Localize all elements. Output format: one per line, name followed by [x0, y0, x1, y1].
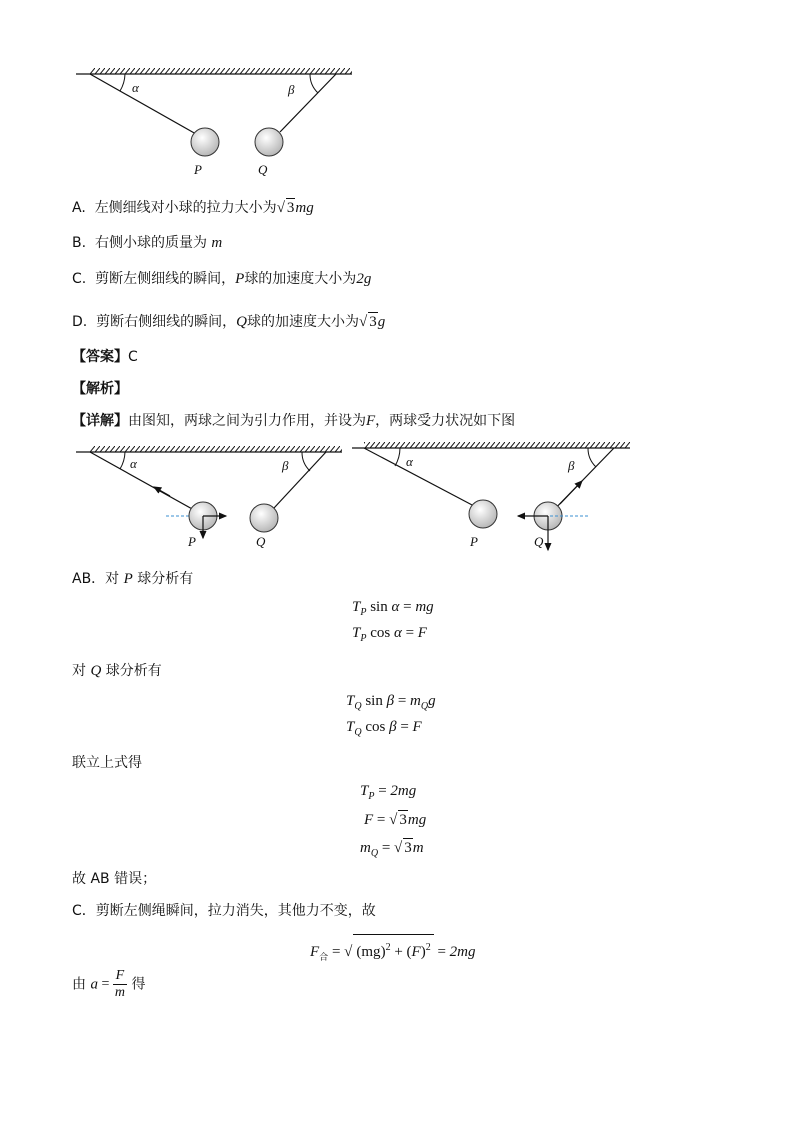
beta-label-3: β — [568, 458, 575, 473]
conclusion-ab: 故 AB 错误； — [72, 871, 157, 887]
eq-f-result: F = √ 3mg — [364, 812, 427, 828]
problem-figure — [70, 62, 370, 182]
option-d: D. 剪断右侧细线的瞬间，Q球的加速度大小为√ 3g — [72, 314, 386, 330]
eq-tp-sin: $T_P$ sin α = mg — [352, 599, 434, 618]
eq-tp-cos: $T_P$ cos α = F — [352, 625, 427, 644]
alpha-label-3: α — [406, 454, 413, 469]
left-string — [90, 74, 196, 134]
alpha-arc — [120, 74, 125, 91]
label-q: Q — [258, 162, 268, 177]
label-p: P — [194, 162, 202, 177]
option-b: B. 右侧小球的质量为 m — [72, 235, 223, 251]
a-definition: 由 a = $\frac{F}{m}$ 得 — [72, 968, 146, 1000]
combine-line: 联立上式得 — [72, 755, 142, 771]
beta-label: β — [288, 82, 295, 97]
analysis-heading: 【解析】 — [72, 381, 128, 397]
tension-q-arrow — [560, 481, 582, 504]
c-heading: C．剪断左侧绳瞬间，拉力消失，其他力不变，故 — [72, 903, 376, 919]
eq-tq-sin: $T_Q$ $\sin \beta = m_Qg$ — [346, 693, 436, 712]
eq-mq-result: $m_Q$ = √ 3m — [360, 840, 424, 859]
eq-tq-cos: $T_Q$ cos β = F — [346, 719, 422, 738]
label-q-2: Q — [256, 534, 266, 549]
force-diagram-right — [350, 436, 640, 560]
alpha-label-2: α — [130, 456, 137, 471]
eq-tp-result: $T_P = 2mg$ — [360, 783, 417, 802]
beta-arc — [310, 74, 318, 93]
answer-line: 【答案】C — [72, 349, 138, 365]
detail-line: 【详解】由图知，两球之间为引力作用，并设为F，两球受力状况如下图 — [72, 413, 516, 429]
ab-heading: AB．对 P 球分析有 — [72, 571, 194, 587]
label-q-3: Q — [534, 534, 544, 549]
force-diagram-left — [70, 440, 350, 560]
eq-f-he: $F_合$ = √ $(mg)^2 + (F)^2 = 2mg$ — [310, 934, 476, 970]
ball-q — [255, 128, 283, 156]
ceiling-hatch — [90, 68, 352, 74]
tension-p-arrow — [154, 487, 170, 496]
option-c: C. 剪断左侧细线的瞬间，P球的加速度大小为2g — [72, 271, 372, 287]
beta-label-2: β — [282, 458, 289, 473]
option-a: A. 左侧细线对小球的拉力大小为√ 3mg — [72, 200, 314, 216]
alpha-label: α — [132, 80, 139, 95]
q-heading: 对 Q 球分析有 — [72, 663, 162, 679]
label-p-2: P — [188, 534, 196, 549]
label-p-3: P — [470, 534, 478, 549]
ball-p — [191, 128, 219, 156]
